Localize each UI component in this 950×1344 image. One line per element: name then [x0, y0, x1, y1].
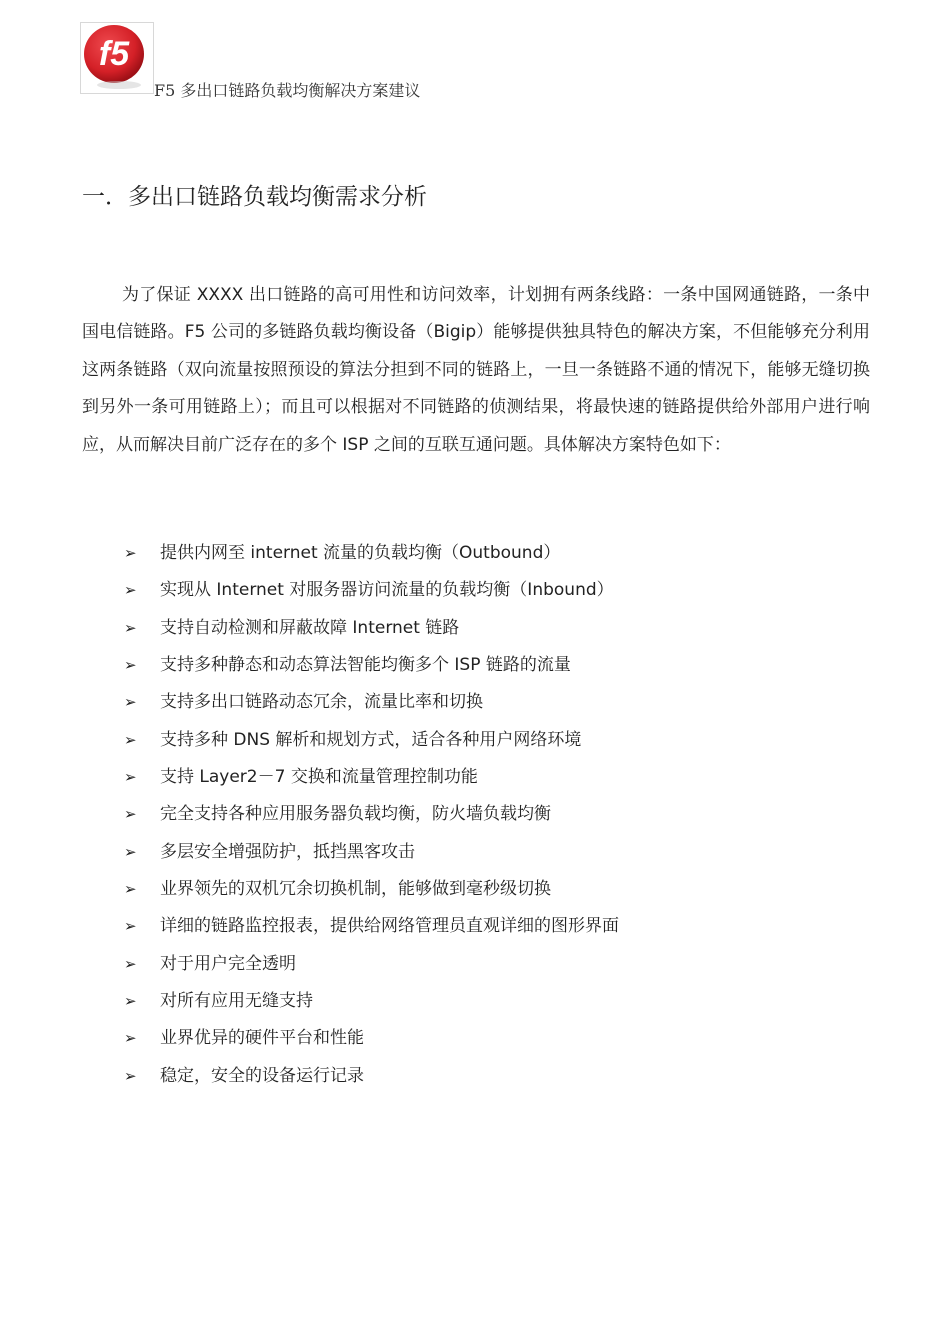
arrow-bullet-icon: ➢: [124, 992, 137, 1011]
section-heading: 一．多出口链路负载均衡需求分析: [82, 184, 427, 210]
arrow-bullet-icon: ➢: [124, 544, 137, 562]
list-item: [122, 572, 822, 609]
logo-text: f5: [98, 35, 130, 73]
list-item: [122, 983, 822, 1020]
arrow-bullet-icon: ➢: [124, 693, 137, 712]
list-item: [122, 946, 822, 983]
arrow-bullet-icon: ➢: [124, 954, 137, 973]
feature-list: [122, 535, 822, 1095]
list-item: [122, 759, 822, 796]
feature-text: 业界优异的硬件平台和性能: [160, 1028, 364, 1049]
list-item: [122, 647, 822, 684]
feature-text: 支持多出口链路动态冗余，流量比率和切换: [160, 692, 483, 713]
arrow-bullet-icon: ➢: [124, 880, 137, 899]
feature-text: 支持 Layer2－7 交换和流量管理控制功能: [160, 767, 478, 788]
feature-text: 多层安全增强防护，抵挡黑客攻击: [160, 841, 415, 862]
intro-paragraph: 为了保证 XXXX 出口链路的高可用性和访问效率，计划拥有两条线路：一条中国网通链路，一条中国电信链路。F5 公司的多链路负载均衡设备（Bigip）能够提供独具特色的解决方案，不但能够充分利用这两条链路（双向流量按照预设的算法分担到不同的链路上，一旦一条链路不通的情况下，能够无缝切换到另外一条可用链路上）；而且可以根据对不同链路的侦测结果，将最快速的链路提供给外部用户进行响应，从而解决目前广泛存在的多个 ISP 之间的互联互通问题。具体解决方案特色如下：: [82, 285, 870, 455]
feature-text: 提供内网至 internet 流量的负载均衡（Outbound）: [160, 543, 561, 563]
document-header-title: F5 多出口链路负载均衡解决方案建议: [154, 81, 421, 100]
f5-logo-mark: [81, 23, 153, 93]
arrow-bullet-icon: ➢: [124, 581, 137, 600]
list-item: [122, 908, 822, 945]
feature-text: 业界领先的双机冗余切换机制，能够做到毫秒级切换: [160, 879, 551, 900]
feature-text: 支持多种静态和动态算法智能均衡多个 ISP 链路的流量: [160, 655, 571, 676]
f5-logo: [80, 22, 154, 94]
arrow-bullet-icon: ➢: [124, 805, 137, 824]
feature-text: 支持多种 DNS 解析和规划方式，适合各种用户网络环境: [160, 729, 582, 750]
arrow-bullet-icon: ➢: [124, 917, 137, 936]
feature-text: 对所有应用无缝支持: [160, 991, 313, 1012]
list-item: [122, 1058, 822, 1095]
list-item: [122, 535, 822, 572]
arrow-bullet-icon: ➢: [124, 768, 137, 787]
feature-text: 详细的链路监控报表，提供给网络管理员直观详细的图形界面: [160, 916, 619, 937]
feature-text: 实现从 Internet 对服务器访问流量的负载均衡（Inbound）: [160, 580, 614, 601]
feature-text: 对于用户完全透明: [160, 953, 296, 974]
arrow-bullet-icon: ➢: [124, 1029, 137, 1048]
arrow-bullet-icon: ➢: [124, 618, 137, 637]
feature-text: 支持自动检测和屏蔽故障 Internet 链路: [160, 617, 460, 638]
feature-text: 稳定，安全的设备运行记录: [160, 1065, 364, 1086]
list-item: [122, 684, 822, 721]
arrow-bullet-icon: ➢: [124, 656, 137, 675]
list-item: [122, 871, 822, 908]
list-item: [122, 1020, 822, 1057]
arrow-bullet-icon: ➢: [124, 1066, 137, 1085]
list-item: [122, 722, 822, 759]
feature-text: 完全支持各种应用服务器负载均衡，防火墙负载均衡: [160, 804, 551, 825]
arrow-bullet-icon: ➢: [124, 842, 137, 861]
list-item: [122, 610, 822, 647]
list-item: [122, 834, 822, 871]
arrow-bullet-icon: ➢: [124, 730, 137, 749]
list-item: [122, 796, 822, 833]
